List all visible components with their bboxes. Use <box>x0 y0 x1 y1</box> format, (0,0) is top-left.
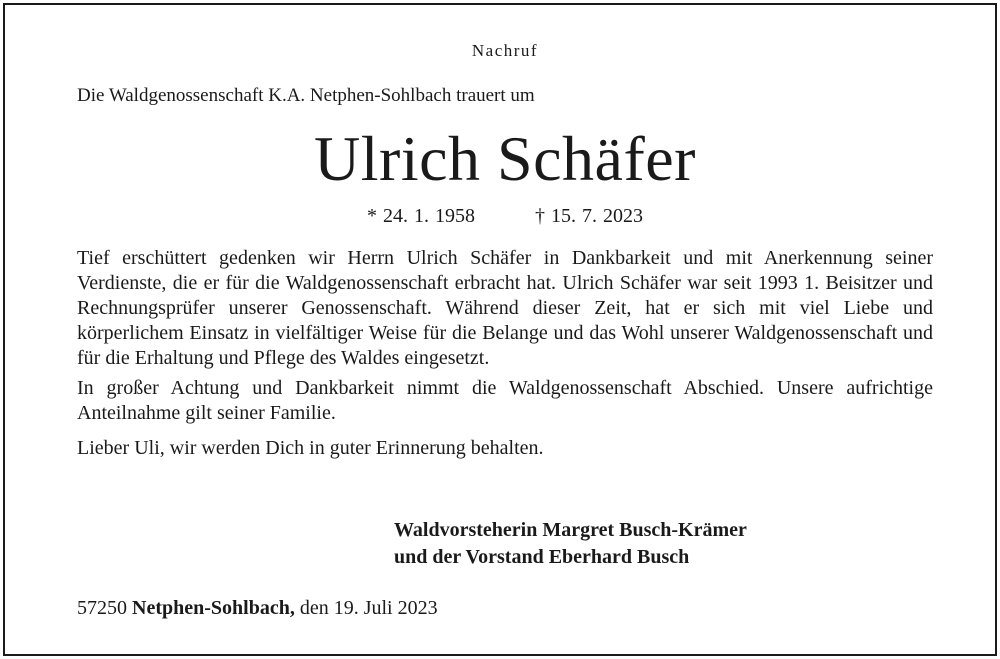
notice-heading: Nachruf <box>471 41 539 60</box>
place-name: Netphen-Sohlbach, <box>132 597 295 619</box>
signature-block <box>394 517 747 571</box>
body-paragraph: Lieber Uli, wir werden Dich in guter Erinnerung behalten. <box>77 437 544 459</box>
notice-intro: Die Waldgenossenschaft K.A. Netphen-Sohlbach trauert um <box>77 85 535 106</box>
place-date-line <box>77 597 438 620</box>
signature-line: Waldvorsteherin Margret Busch-Krämer <box>394 519 747 541</box>
body-paragraph: Tief erschüttert gedenken wir Herrn Ulrich Schäfer in Dankbarkeit und mit Anerkennung seiner Verdienste, die er für die Waldgenossenschaft erbracht hat. Ulrich Schäfer war seit 1993 1. Beisitzer und Rechnungsprüfer unserer Genossenschaft. Während dieser Zeit, hat er sich mit viel Liebe und körperlichem Einsatz in vielfältiger Weise für die Belange und das Wohl unserer Waldgenossenschaft und für die Erhaltung und Pflege des Waldes eingesetzt. <box>77 247 933 369</box>
life-dates <box>77 205 933 228</box>
postal-code: 57250 <box>77 597 127 619</box>
notice-date: den 19. Juli 2023 <box>299 597 438 619</box>
birth-date: * 24. 1. 1958 <box>367 205 475 227</box>
notice-body <box>77 246 933 461</box>
body-paragraph: In großer Achtung und Dankbarkeit nimmt die Waldgenossenschaft Abschied. Unsere aufrichtige Anteilnahme gilt seiner Familie. <box>77 377 933 424</box>
death-date: † 15. 7. 2023 <box>535 205 643 227</box>
signature-line: und der Vorstand Eberhard Busch <box>394 546 690 568</box>
deceased-name: Ulrich Schäfer <box>314 123 696 194</box>
notice-frame <box>3 3 997 656</box>
